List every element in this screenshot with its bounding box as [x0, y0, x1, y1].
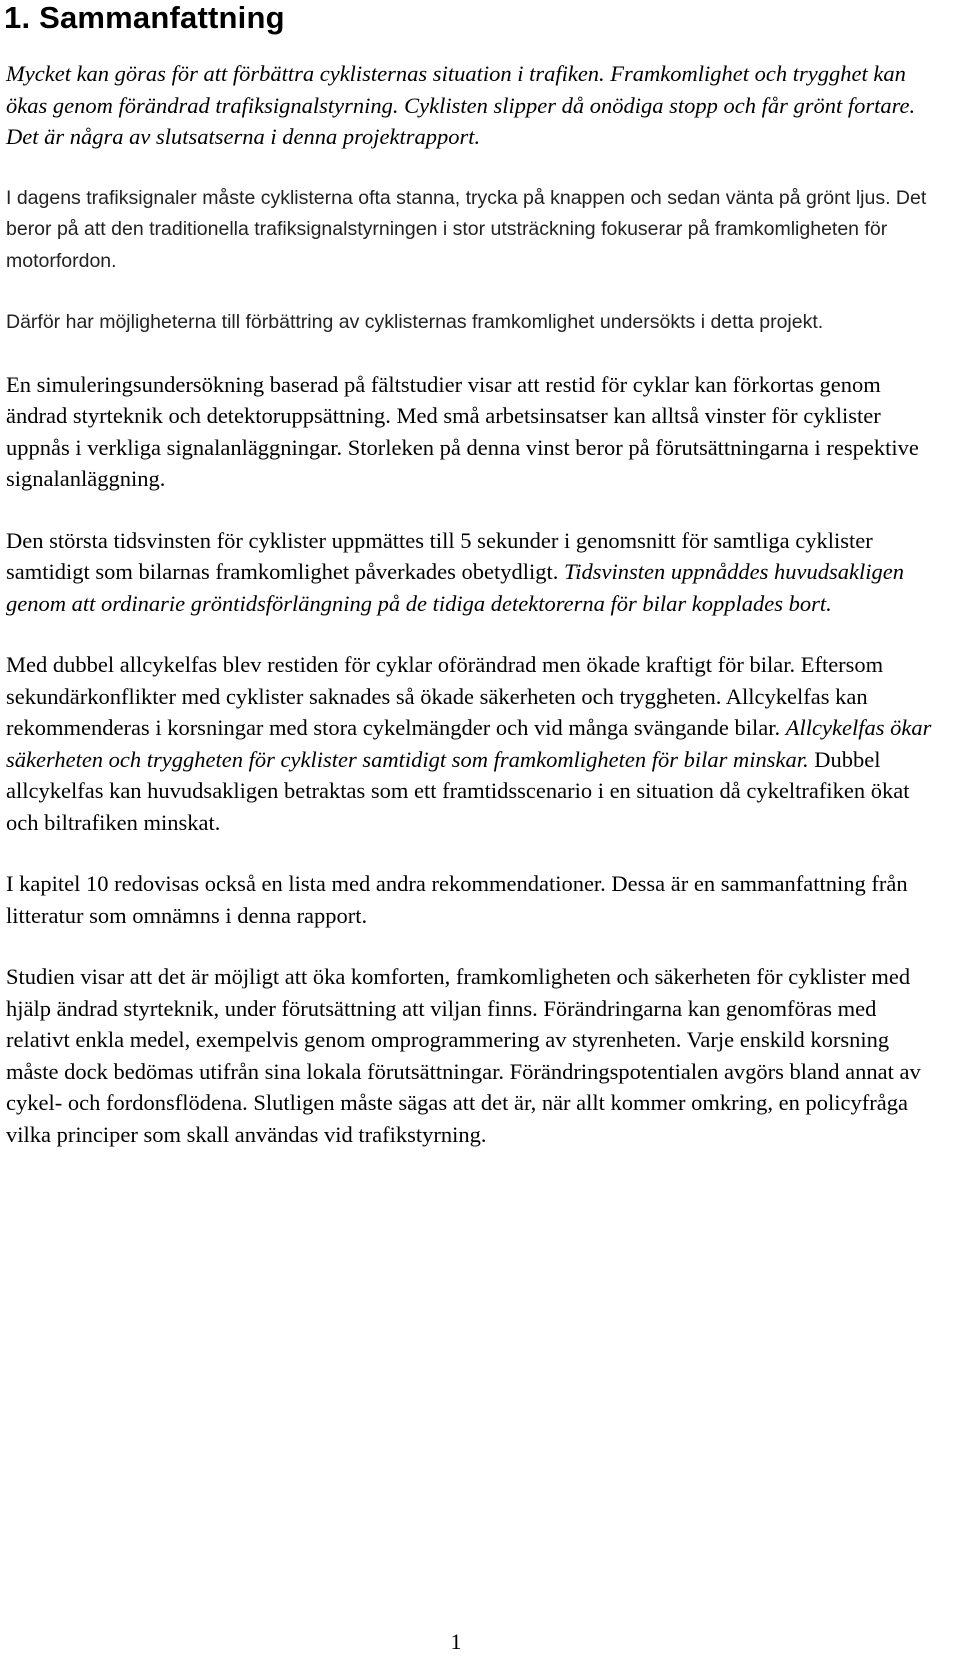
all-cycle-phase-text: Med dubbel allcykelfas blev restiden för cyklar oförändrad men ökade kraftigt för bilar. Eftersom sekundärkonflikter med cyklister saknades så ökade säkerheten och tryggheten. Allcykelfas kan rekommenderas i korsningar med stora cykelmängder och vid många svängande bilar.: [6, 652, 884, 740]
paragraph-time-gain: [6, 525, 941, 620]
document-body: [6, 58, 941, 1180]
page-number: 1: [450, 1629, 462, 1654]
time-gain-emphasis: Tidsvinsten uppnåddes huvudsakligen genom att ordinarie gröntidsförlängning på de tidiga detektorerna för bilar kopplades bort.: [6, 559, 904, 616]
paragraph-simulation: En simuleringsundersökning baserad på fältstudier visar att restid för cyklar kan förkortas genom ändrad styrteknik och detektoruppsättning. Med små arbetsinsatser kan alltså vinster för cyklister uppnås i verkliga signalanläggningar. Storleken på denna vinst beror på förutsättningarna i respektive signalanläggning.: [6, 371, 919, 491]
paragraph-current-signals: I dagens trafiksignaler måste cyklisterna ofta stanna, trycka på knappen och sedan vänta på grönt ljus. Det beror på att den traditionella trafiksignalstyrningen i stor utsträckning fokuserar på framkomligheten för motorfordon.: [6, 186, 927, 272]
paragraph-recommendations: I kapitel 10 redovisas också en lista med andra rekommendationer. Dessa är en sammanfattning från litteratur som omnämns i denna rapport.: [6, 871, 908, 928]
paragraph-project-purpose: Därför har möjligheterna till förbättring av cyklisternas framkomlighet undersökts i detta projekt.: [6, 311, 824, 333]
all-cycle-phase-conclusion: Dubbel allcykelfas kan huvudsakligen betraktas som ett framtidsscenario i en situation då cykeltrafiken ökat och biltrafiken minskat.: [6, 746, 910, 835]
time-gain-text: Den största tidsvinsten för cyklister uppmättes till 5 sekunder i genomsnitt för samtliga cyklister samtidigt som bilarnas framkomlighet påverkades obetydligt.: [6, 527, 873, 584]
paragraph-intro: Mycket kan göras för att förbättra cyklisternas situation i trafiken. Framkomlighet och trygghet kan ökas genom förändrad trafiksignalstyrning. Cyklisten slipper då onödiga stopp och får grönt fortare. Det är några av slutsatserna i denna projektrapport.: [6, 61, 916, 149]
paragraph-all-cycle-phase: [6, 649, 941, 838]
paragraph-conclusion: Studien visar att det är möjligt att öka komforten, framkomligheten och säkerheten för cyklister med hjälp ändrad styrteknik, under förutsättning att viljan finns. Förändringarna kan genomföras med relativt enkla medel, exempelvis genom omprogrammering av styrenheten. Varje enskild korsning måste dock bedömas utifrån sina lokala förutsättningar. Förändringspotentialen avgörs bland annat av cykel- och fordonsflödena. Slutligen måste sägas att det är, när allt kommer omkring, en policyfråga vilka principer som skall användas vid trafikstyrning.: [6, 964, 921, 1147]
section-heading: 1. Sammanfattning: [4, 0, 285, 35]
all-cycle-phase-emphasis: Allcykelfas ökar säkerheten och tryggheten för cyklister samtidigt som framkomligheten för bilar minskar.: [6, 715, 932, 772]
